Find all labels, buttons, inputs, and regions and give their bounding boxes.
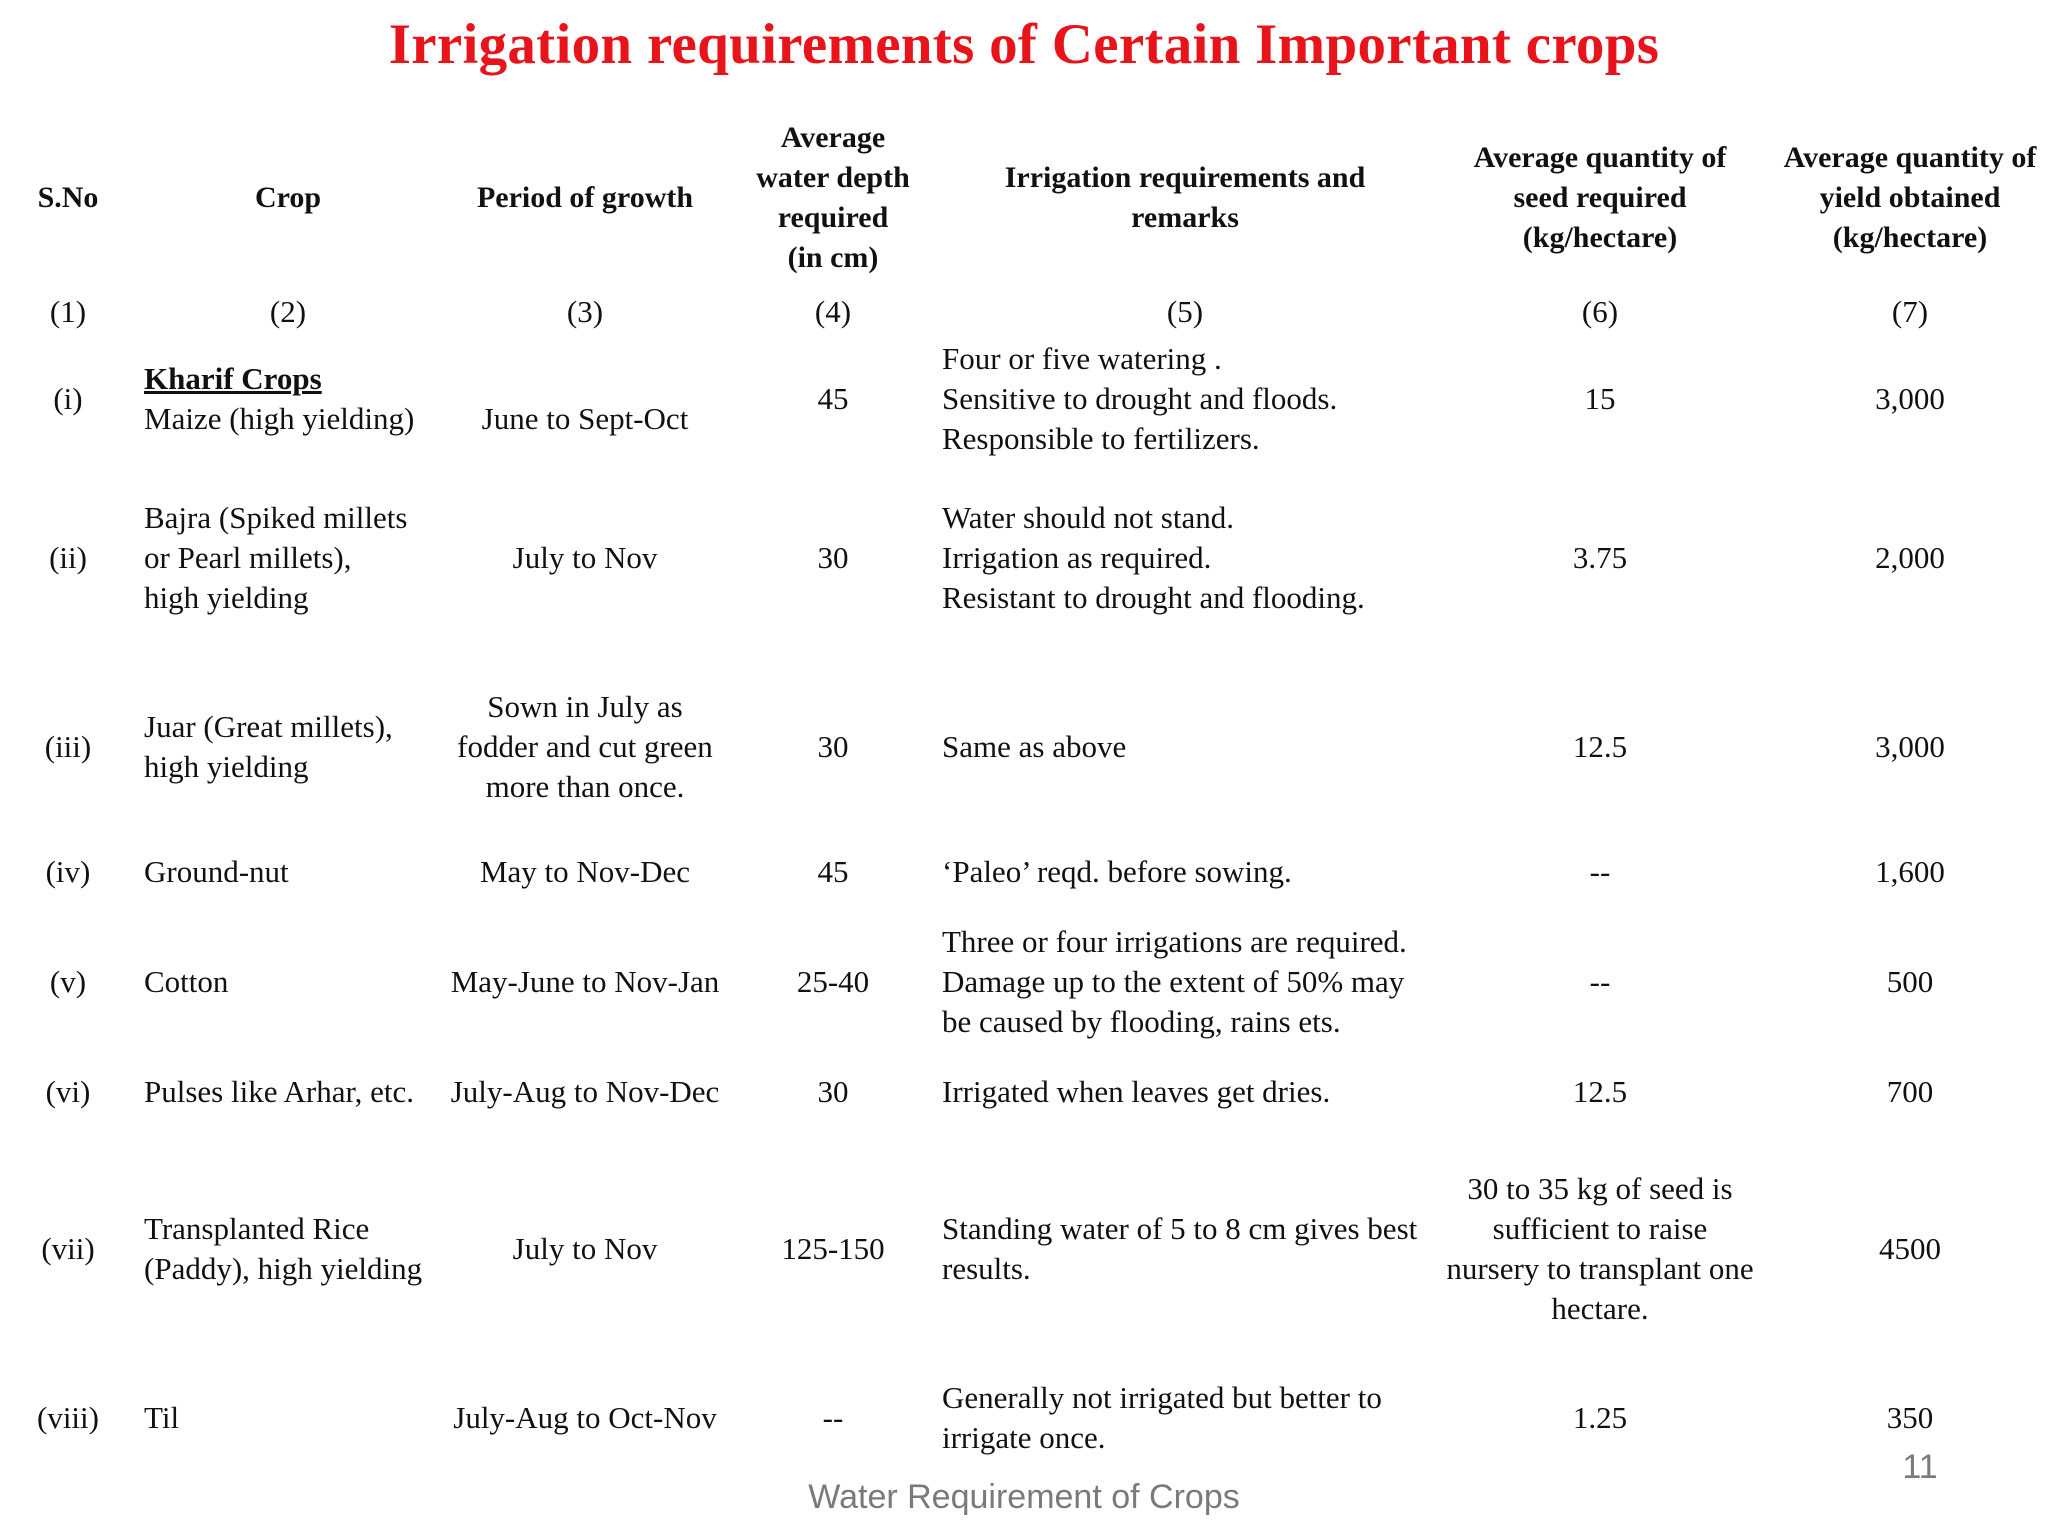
- period-line: May to Nov-Dec: [479, 854, 691, 889]
- header-seed: [1440, 138, 1760, 258]
- row-period: [455, 538, 715, 578]
- row-period: [440, 1398, 730, 1438]
- row-sno: (vi): [45, 1074, 91, 1109]
- row-sno: (iv): [45, 854, 91, 889]
- crop-line: Transplanted Rice: [144, 1211, 370, 1246]
- remarks-line: Water should not stand.: [942, 500, 1234, 535]
- remarks-line: be caused by flooding, rains ets.: [942, 1004, 1341, 1039]
- header-yield-line: (kg/hectare): [1832, 221, 1988, 254]
- row-seed: [1440, 538, 1760, 578]
- crop-line: Ground-nut: [144, 854, 289, 889]
- row-crop: [144, 852, 444, 892]
- row-yield: 500: [1886, 964, 1934, 999]
- row-period: [455, 852, 715, 892]
- crop-line: Bajra (Spiked millets: [144, 500, 408, 535]
- seed-line: 3.75: [1572, 540, 1628, 575]
- crop-line: Til: [144, 1400, 180, 1435]
- col-number: (4): [814, 294, 852, 329]
- row-depth: 30: [817, 1074, 849, 1109]
- header-sno: S.No: [37, 181, 99, 214]
- remarks-line: Four or five watering .: [942, 341, 1222, 376]
- crop-line: (Paddy), high yielding: [144, 1251, 423, 1286]
- row-seed: [1440, 727, 1760, 767]
- row-remarks: [942, 498, 1442, 618]
- period-line: Sown in July as: [487, 689, 683, 724]
- header-seed-line: seed required: [1513, 181, 1687, 214]
- row-remarks: [942, 727, 1442, 767]
- col-number: (7): [1891, 294, 1929, 329]
- row-remarks: [942, 339, 1442, 459]
- row-yield: 3,000: [1875, 729, 1945, 764]
- row-depth: 45: [817, 854, 849, 889]
- col-number: (3): [566, 294, 604, 329]
- seed-line: sufficient to raise: [1492, 1211, 1708, 1246]
- row-depth: 125-150: [781, 1231, 885, 1266]
- header-irrigation-line: Irrigation requirements and: [1004, 161, 1366, 194]
- header-depth-line: Average: [780, 121, 886, 154]
- header-depth-line: water depth: [756, 161, 910, 194]
- header-irrigation: [960, 158, 1410, 238]
- row-depth: 25-40: [796, 964, 870, 999]
- header-yield: [1760, 138, 2048, 258]
- row-depth: --: [822, 1400, 844, 1435]
- row-seed: [1440, 1169, 1760, 1329]
- header-seed-line: (kg/hectare): [1522, 221, 1678, 254]
- remarks-line: Sensitive to drought and floods.: [942, 381, 1338, 416]
- remarks-line: Generally not irrigated but better to: [942, 1380, 1382, 1415]
- header-seed-line: Average quantity of: [1473, 141, 1727, 174]
- seed-line: hectare.: [1551, 1291, 1649, 1326]
- row-seed: [1440, 962, 1760, 1002]
- footer-caption: Water Requirement of Crops: [808, 1478, 1240, 1516]
- remarks-line: Irrigation as required.: [942, 540, 1212, 575]
- seed-line: 1.25: [1572, 1400, 1628, 1435]
- row-sno: (ii): [49, 540, 87, 575]
- seed-line: 15: [1584, 381, 1616, 416]
- row-period: [440, 1072, 730, 1112]
- seed-line: 12.5: [1572, 729, 1628, 764]
- crop-line: Cotton: [144, 964, 229, 999]
- row-seed: [1440, 1072, 1760, 1112]
- page-title: Irrigation requirements of Certain Important crops: [388, 13, 1660, 76]
- row-crop: [144, 707, 444, 787]
- row-crop: [144, 1209, 454, 1289]
- remarks-line: Responsible to fertilizers.: [942, 421, 1260, 456]
- row-remarks: [942, 1378, 1442, 1458]
- header-yield-line: Average quantity of: [1783, 141, 2037, 174]
- remarks-line: results.: [942, 1251, 1031, 1286]
- remarks-line: ‘Paleo’ reqd. before sowing.: [942, 854, 1292, 889]
- row-yield: 350: [1886, 1400, 1934, 1435]
- header-crop: Crop: [254, 181, 322, 214]
- header-depth-line: required: [777, 201, 889, 234]
- period-line: July to Nov: [512, 540, 658, 575]
- seed-line: 12.5: [1572, 1074, 1628, 1109]
- col-number: (6): [1581, 294, 1619, 329]
- col-number: (2): [269, 294, 307, 329]
- row-depth: 45: [817, 381, 849, 416]
- row-yield: 2,000: [1875, 540, 1945, 575]
- row-crop: [144, 1072, 454, 1112]
- period-line: July-Aug to Nov-Dec: [450, 1074, 720, 1109]
- crop-line: Maize (high yielding): [144, 401, 415, 436]
- row-sno: (i): [53, 381, 83, 416]
- row-remarks: [942, 1072, 1442, 1112]
- crop-line: or Pearl millets),: [144, 540, 352, 575]
- row-crop: [144, 1398, 444, 1438]
- row-period: [440, 962, 730, 1002]
- header-yield-line: yield obtained: [1819, 181, 2001, 214]
- period-line: more than once.: [485, 769, 685, 804]
- row-yield: 1,600: [1875, 854, 1945, 889]
- period-line: June to Sept-Oct: [481, 401, 689, 436]
- remarks-line: irrigate once.: [942, 1420, 1106, 1455]
- row-crop: [144, 498, 444, 618]
- section-label-kharif: Kharif Crops: [144, 361, 322, 396]
- remarks-line: Resistant to drought and flooding.: [942, 580, 1365, 615]
- row-remarks: [942, 852, 1442, 892]
- row-sno: (vii): [41, 1231, 95, 1266]
- row-depth: 30: [817, 729, 849, 764]
- crop-line: high yielding: [144, 749, 309, 784]
- col-number: (5): [1166, 294, 1204, 329]
- period-line: May-June to Nov-Jan: [450, 964, 720, 999]
- period-line: fodder and cut green: [457, 729, 713, 764]
- row-remarks: [942, 922, 1442, 1042]
- row-period: [455, 399, 715, 439]
- crop-line: Juar (Great millets),: [144, 709, 393, 744]
- row-remarks: [942, 1209, 1442, 1289]
- page-number: 11: [1902, 1448, 1938, 1486]
- row-seed: [1440, 379, 1760, 419]
- col-number: (1): [49, 294, 87, 329]
- row-sno: (viii): [37, 1400, 99, 1435]
- period-line: July to Nov: [512, 1231, 658, 1266]
- remarks-line: Standing water of 5 to 8 cm gives best: [942, 1211, 1418, 1246]
- seed-line: --: [1589, 964, 1611, 999]
- remarks-line: Same as above: [942, 729, 1127, 764]
- remarks-line: Irrigated when leaves get dries.: [942, 1074, 1331, 1109]
- crop-line: Pulses like Arhar, etc.: [144, 1074, 414, 1109]
- row-yield: 700: [1886, 1074, 1934, 1109]
- header-period: Period of growth: [476, 181, 694, 214]
- row-crop: [144, 359, 444, 439]
- header-depth: [733, 118, 933, 278]
- seed-line: 30 to 35 kg of seed is: [1467, 1171, 1733, 1206]
- row-yield: 4500: [1879, 1231, 1941, 1266]
- remarks-line: Damage up to the extent of 50% may: [942, 964, 1405, 999]
- seed-line: nursery to transplant one: [1446, 1251, 1754, 1286]
- seed-line: --: [1589, 854, 1611, 889]
- crop-line: high yielding: [144, 580, 309, 615]
- row-yield: 3,000: [1875, 381, 1945, 416]
- row-period: [455, 687, 715, 807]
- period-line: July-Aug to Oct-Nov: [453, 1400, 717, 1435]
- row-depth: 30: [817, 540, 849, 575]
- row-crop: [144, 962, 444, 1002]
- row-period: [455, 1229, 715, 1269]
- header-depth-line: (in cm): [787, 241, 879, 274]
- header-irrigation-line: remarks: [1131, 201, 1239, 234]
- row-seed: [1440, 852, 1760, 892]
- row-sno: (iii): [44, 729, 92, 764]
- remarks-line: Three or four irrigations are required.: [942, 924, 1407, 959]
- row-seed: [1440, 1398, 1760, 1438]
- row-sno: (v): [49, 964, 87, 999]
